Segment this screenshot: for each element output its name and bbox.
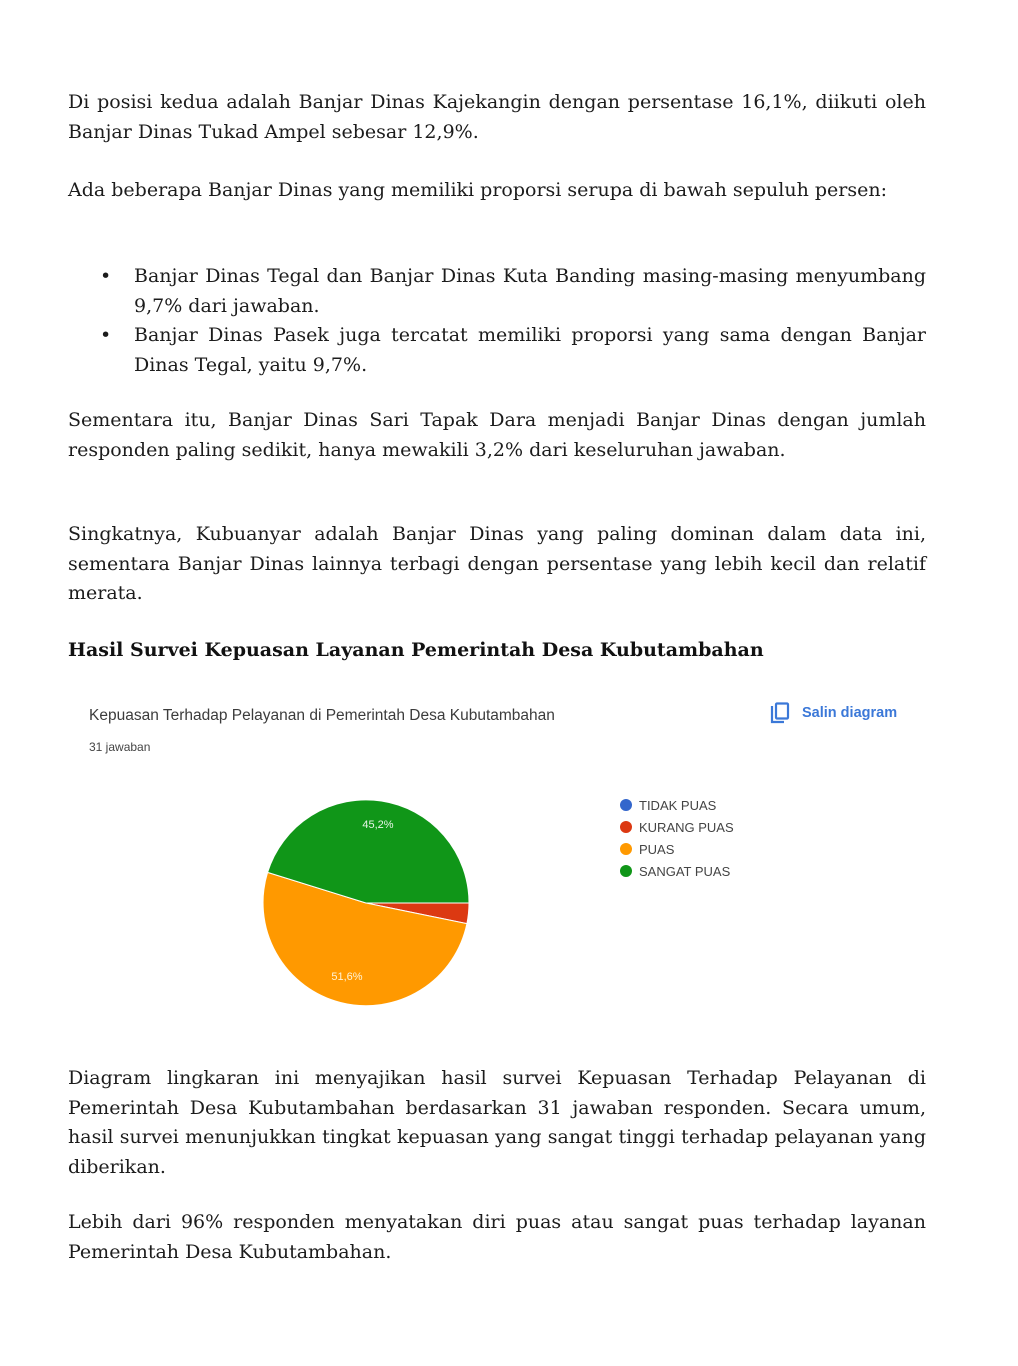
legend-label: TIDAK PUAS [639,797,717,813]
legend-label: SANGAT PUAS [639,863,731,879]
response-count: 31 jawaban [89,740,151,754]
legend-dot-red [620,821,632,833]
bullet-marker: • [100,324,112,346]
bullet-marker: • [100,265,112,287]
bullet-text: Banjar Dinas Pasek juga tercatat memiliki proporsi yang sama dengan Banjar Dinas Tegal, yaitu 9,7%. [134,324,926,376]
legend-item-kurang-puas[interactable] [620,816,734,838]
legend-dot-blue [620,799,632,811]
paragraph-summary: Singkatnya, Kubuanyar adalah Banjar Dinas yang paling dominan dalam data ini, sementara Banjar Dinas lainnya terbagi dengan persentase yang lebih kecil dan relatif merata. [68,523,926,604]
paragraph-ranking-second: Di posisi kedua adalah Banjar Dinas Kajekangin dengan persentase 16,1%, diikuti oleh Banjar Dinas Tukad Ampel sebesar 12,9%. [68,91,926,143]
legend-item-sangat-puas[interactable] [620,860,734,882]
legend-item-puas[interactable] [620,838,734,860]
bullet-text: Banjar Dinas Tegal dan Banjar Dinas Kuta Banding masing-masing menyumbang 9,7% dari jawaban. [134,265,926,317]
bullet-item [68,262,926,321]
copy-chart-label: Salin diagram [802,705,898,721]
bullet-item [68,321,926,380]
section-heading: Hasil Survei Kepuasan Layanan Pemerintah Desa Kubutambahan [68,639,764,661]
legend-label: PUAS [639,841,675,857]
legend-label: KURANG PUAS [639,819,734,835]
chart-legend [620,794,734,882]
legend-dot-green [620,865,632,877]
paragraph-conclusion: Lebih dari 96% responden menyatakan diri puas atau sangat puas terhadap layanan Pemerintah Desa Kubutambahan. [68,1211,926,1263]
bullet-list [68,262,926,380]
pie-chart [68,690,926,1035]
label-sangat-puas: 45,2% [362,819,394,831]
paragraph-least-respondents: Sementara itu, Banjar Dinas Sari Tapak Dara menjadi Banjar Dinas dengan jumlah responden paling sedikit, hanya mewakili 3,2% dari keseluruhan jawaban. [68,409,926,461]
chart-title: Kepuasan Terhadap Pelayanan di Pemerintah Desa Kubutambahan [89,707,555,724]
legend-dot-orange [620,843,632,855]
paragraph-chart-description: Diagram lingkaran ini menyajikan hasil survei Kepuasan Terhadap Pelayanan di Pemerintah Desa Kubutambahan berdasarkan 31 jawaban responden. Secara umum, hasil survei menunjukkan tingkat kepuasan yang sangat tinggi terhadap pelayanan yang diberikan. [68,1067,926,1178]
chart-card [68,690,926,1035]
label-puas: 51,6% [331,971,363,983]
legend-item-tidak-puas[interactable] [620,794,734,816]
paragraph-under-ten-percent: Ada beberapa Banjar Dinas yang memiliki proporsi serupa di bawah sepuluh persen: [68,179,887,201]
